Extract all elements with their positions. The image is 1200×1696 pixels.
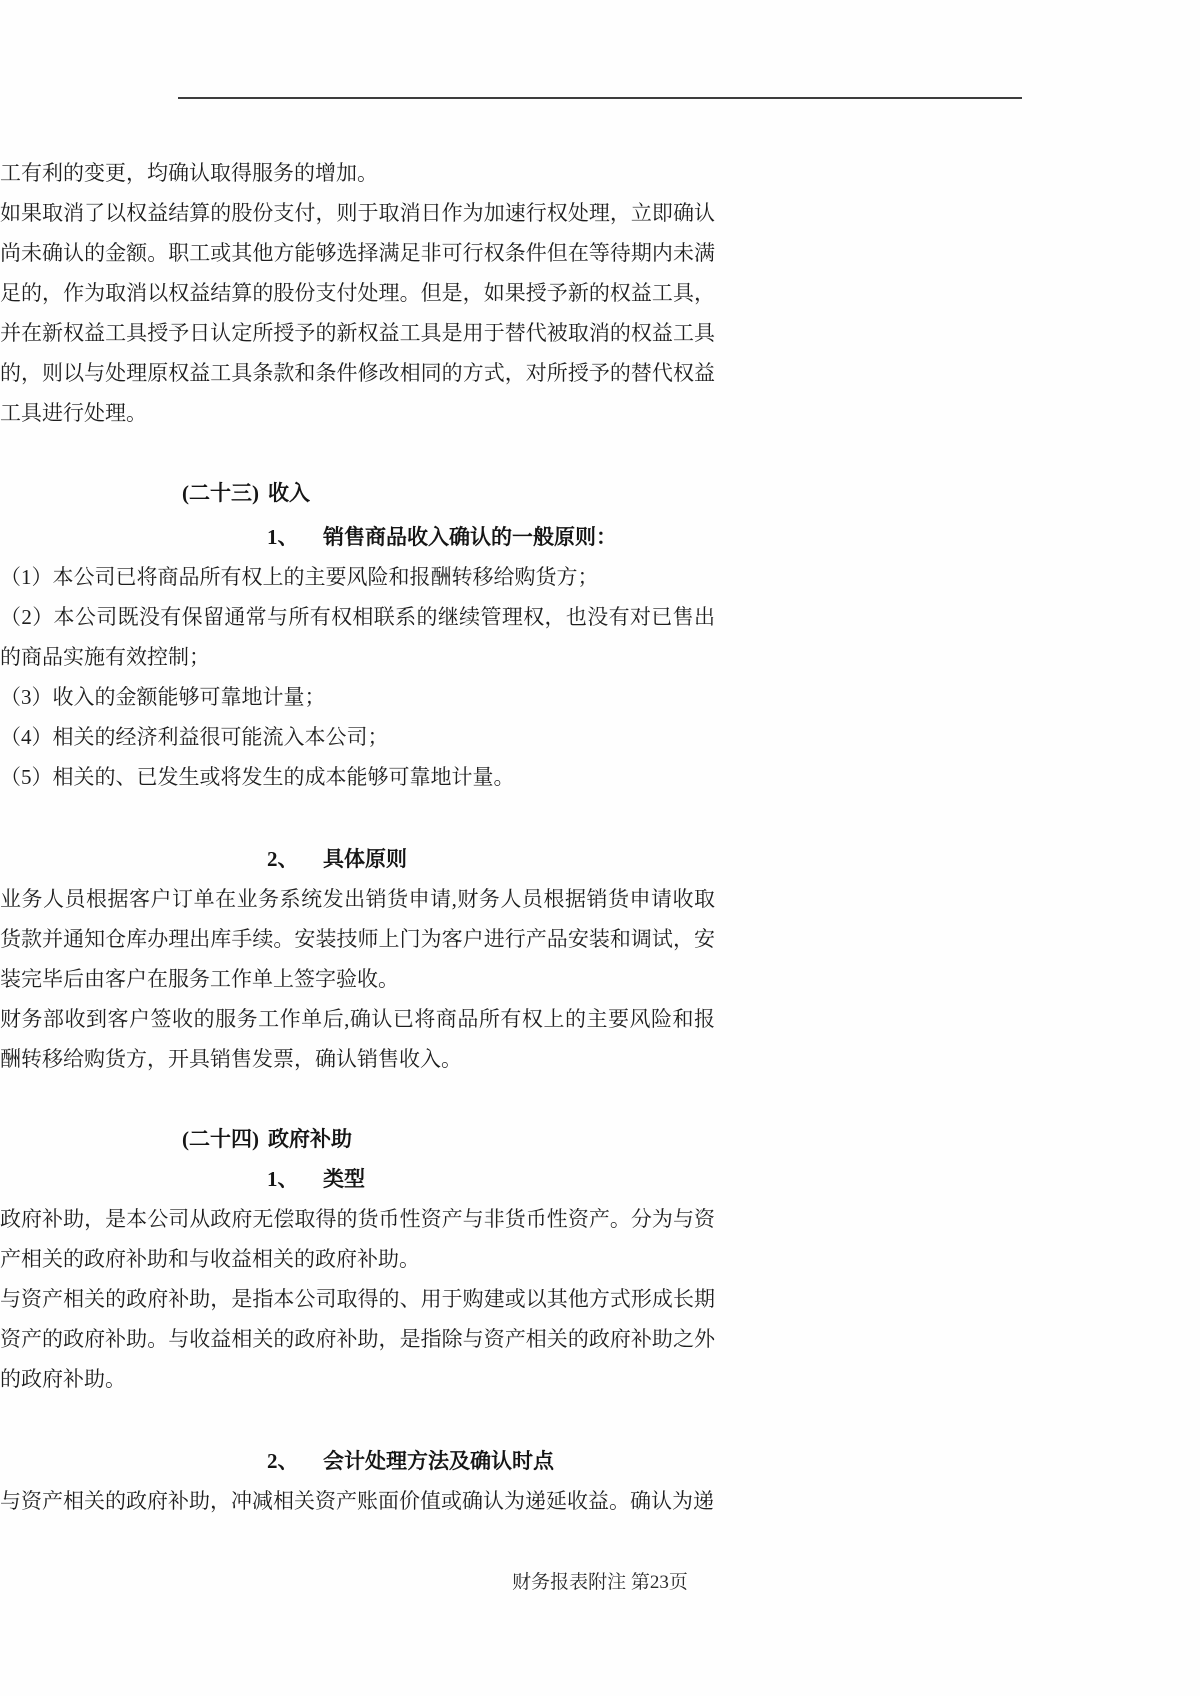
list-item: （4）相关的经济利益很可能流入本公司； [0,725,389,749]
document-content [0,153,1200,1521]
paragraph: 业务人员根据客户订单在业务系统发出销货申请,财务人员根据销货申请收取货款并通知仓库办理出库手续。安装技师上门为客户进行产品安装和调试，安装完毕后由客户在服务工作单上签字验收。 [0,887,715,991]
intro-paragraph-2: 如果取消了以权益结算的股份支付，则于取消日作为加速行权处理，立即确认尚未确认的金额。职工或其他方能够选择满足非可行权条件但在等待期内未满足的，作为取消以权益结算的股份支付处理。但是，如果授予新的权益工具，并在新权益工具授予日认定所授予的新权益工具是用于替代被取消的权益工具的，则以与处理原权益工具条款和条件修改相同的方式，对所授予的替代权益工具进行处理。 [0,201,715,425]
subheading-23-2-title: 具体原则 [323,847,407,871]
subheading-24-2 [267,1441,1200,1481]
list-item: （3）收入的金额能够可靠地计量； [0,685,326,709]
subheading-24-1-title: 类型 [323,1167,365,1191]
intro-paragraph-1: 工有利的变更，均确认取得服务的增加。 [0,161,378,185]
paragraph: 与资产相关的政府补助，冲减相关资产账面价值或确认为递延收益。确认为递 [0,1489,714,1513]
subheading-24-2-title: 会计处理方法及确认时点 [323,1449,554,1473]
section-heading-24 [182,1119,1200,1159]
subheading-23-2 [267,839,1200,879]
section-23-label: (二十三) [182,481,259,505]
subheading-24-1-number: 1、 [267,1167,299,1191]
list-item: （5）相关的、已发生或将发生的成本能够可靠地计量。 [0,765,515,789]
subheading-23-1 [267,517,1200,557]
subheading-23-1-title: 销售商品收入确认的一般原则： [323,525,617,549]
list-item: （1）本公司已将商品所有权上的主要风险和报酬转移给购货方； [0,565,599,589]
paragraph: 财务部收到客户签收的服务工作单后,确认已将商品所有权上的主要风险和报酬转移给购货方，开具销售发票，确认销售收入。 [0,1007,715,1071]
page-footer: 财务报表附注 第23页 [512,1572,688,1593]
subheading-24-2-number: 2、 [267,1449,299,1473]
section-heading-23 [182,473,1200,513]
paragraph: 政府补助，是本公司从政府无偿取得的货币性资产与非货币性资产。分为与资产相关的政府补助和与收益相关的政府补助。 [0,1207,715,1271]
subheading-24-1 [267,1159,1200,1199]
list-item: （2）本公司既没有保留通常与所有权相联系的继续管理权，也没有对已售出的商品实施有效控制； [0,605,715,669]
paragraph: 与资产相关的政府补助，是指本公司取得的、用于购建或以其他方式形成长期资产的政府补助。与收益相关的政府补助，是指除与资产相关的政府补助之外的政府补助。 [0,1287,715,1391]
subheading-23-2-number: 2、 [267,847,299,871]
section-23-title: 收入 [268,481,310,505]
header-rule [178,97,1022,99]
section-24-title: 政府补助 [268,1127,352,1151]
subheading-23-1-number: 1、 [267,525,299,549]
section-24-label: (二十四) [182,1127,259,1151]
